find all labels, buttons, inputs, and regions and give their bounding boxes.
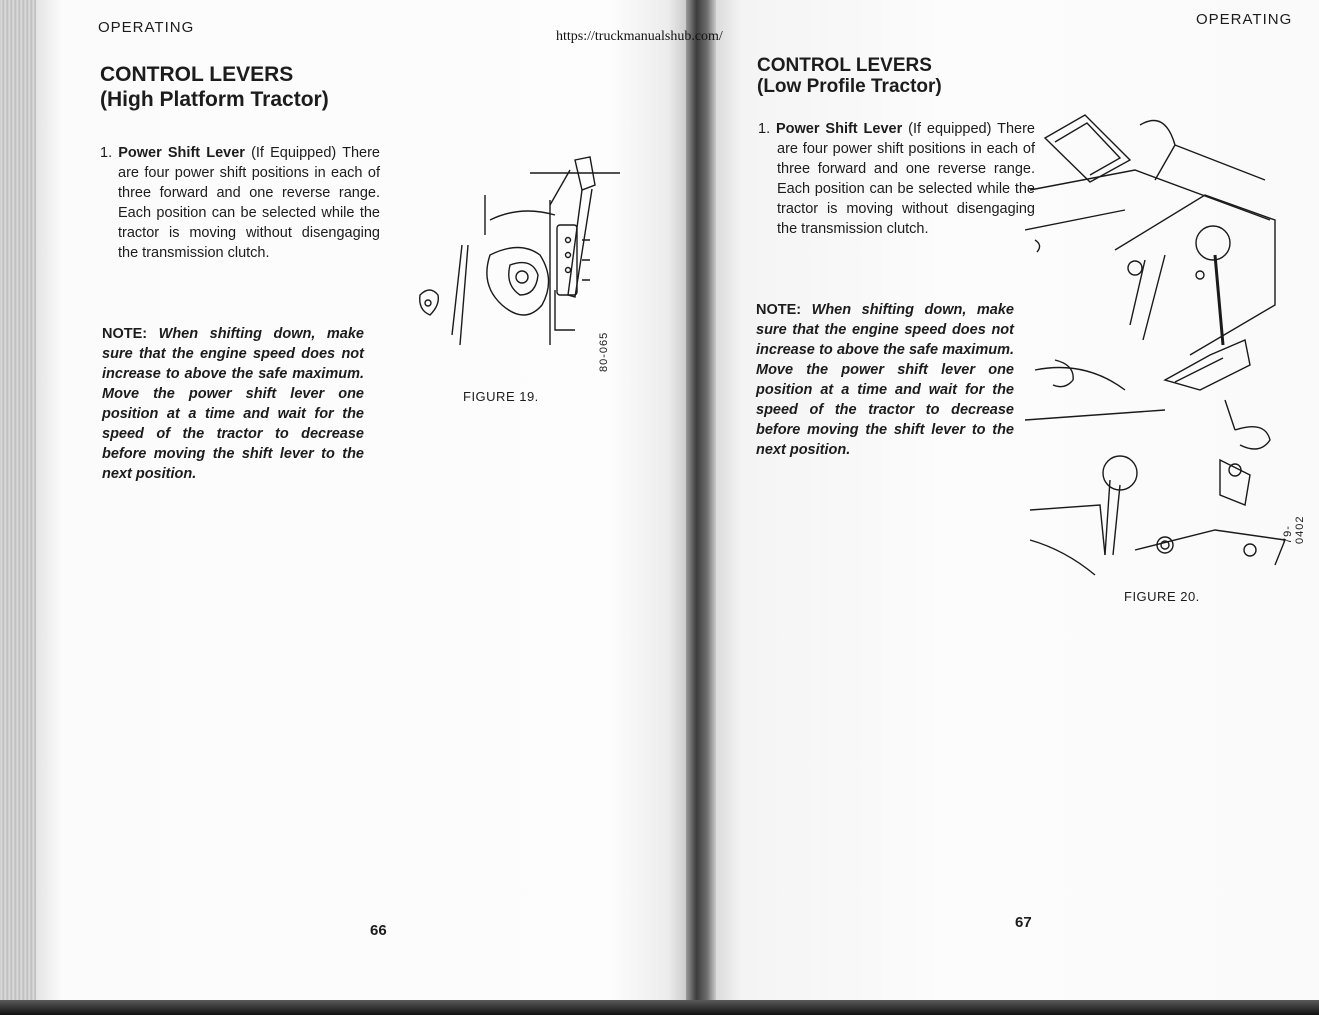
note-left <box>102 324 364 484</box>
item-body: There are four power shift positions in each of three forward and one reverse range. Each position can be selected while the tractor is moving without disengaging the transmission clutch. <box>118 145 380 261</box>
running-head-left: OPERATING <box>98 19 195 36</box>
item-qualifier: (If Equipped) <box>251 145 337 161</box>
power-shift-item-right <box>758 119 1035 239</box>
figure-20-lever-illustration <box>1025 110 1310 585</box>
page-title-right <box>757 55 942 97</box>
title-line-1: CONTROL LEVERS <box>757 55 932 76</box>
item-number: 1. <box>758 121 771 137</box>
title-line-2: (Low Profile Tractor) <box>757 76 942 97</box>
figure-19-lever-illustration <box>410 145 625 380</box>
note-label: NOTE: <box>756 302 802 318</box>
title-line-2: (High Platform Tractor) <box>100 88 329 112</box>
note-body: When shifting down, make sure that the engine speed does not increase to above the safe maximum. Move the power shift lever one position at a time and wait for the speed of the tractor to decrease before moving the shift lever to the next position. <box>756 302 1014 458</box>
watermark-url[interactable]: https://truckmanualshub.com/ <box>556 29 723 44</box>
figure-20-caption: FIGURE 20. <box>1124 589 1200 604</box>
note-right <box>756 300 1014 460</box>
item-qualifier: (If equipped) <box>908 121 992 137</box>
page-number-left: 66 <box>370 922 387 939</box>
item-number: 1. <box>100 145 113 161</box>
item-body: There are four power shift positions in each of three forward and one reverse range. Each position can be selected while the tractor is moving without disengaging the transmission clutch. <box>777 121 1035 237</box>
item-title: Power Shift Lever <box>118 145 245 161</box>
figure-20-code: 79-0402 <box>1282 515 1306 544</box>
page-title-left <box>100 62 329 112</box>
note-body: When shifting down, make sure that the engine speed does not increase to above the safe maximum. Move the power shift lever one position at a time and wait for the speed of the tractor to decrease before moving the shift lever to the next position. <box>102 326 364 482</box>
item-title: Power Shift Lever <box>776 121 903 137</box>
title-line-1: CONTROL LEVERS <box>100 63 294 86</box>
power-shift-item-left <box>100 143 380 263</box>
book-gutter <box>686 0 716 1003</box>
page-edges <box>0 0 40 1003</box>
figure-19-caption: FIGURE 19. <box>463 389 539 404</box>
page-number-right: 67 <box>1015 914 1032 931</box>
figure-19-code: 80-065 <box>598 331 610 372</box>
running-head-right: OPERATING <box>1196 11 1293 28</box>
bottom-shadow <box>0 1000 1319 1015</box>
note-label: NOTE: <box>102 326 148 342</box>
